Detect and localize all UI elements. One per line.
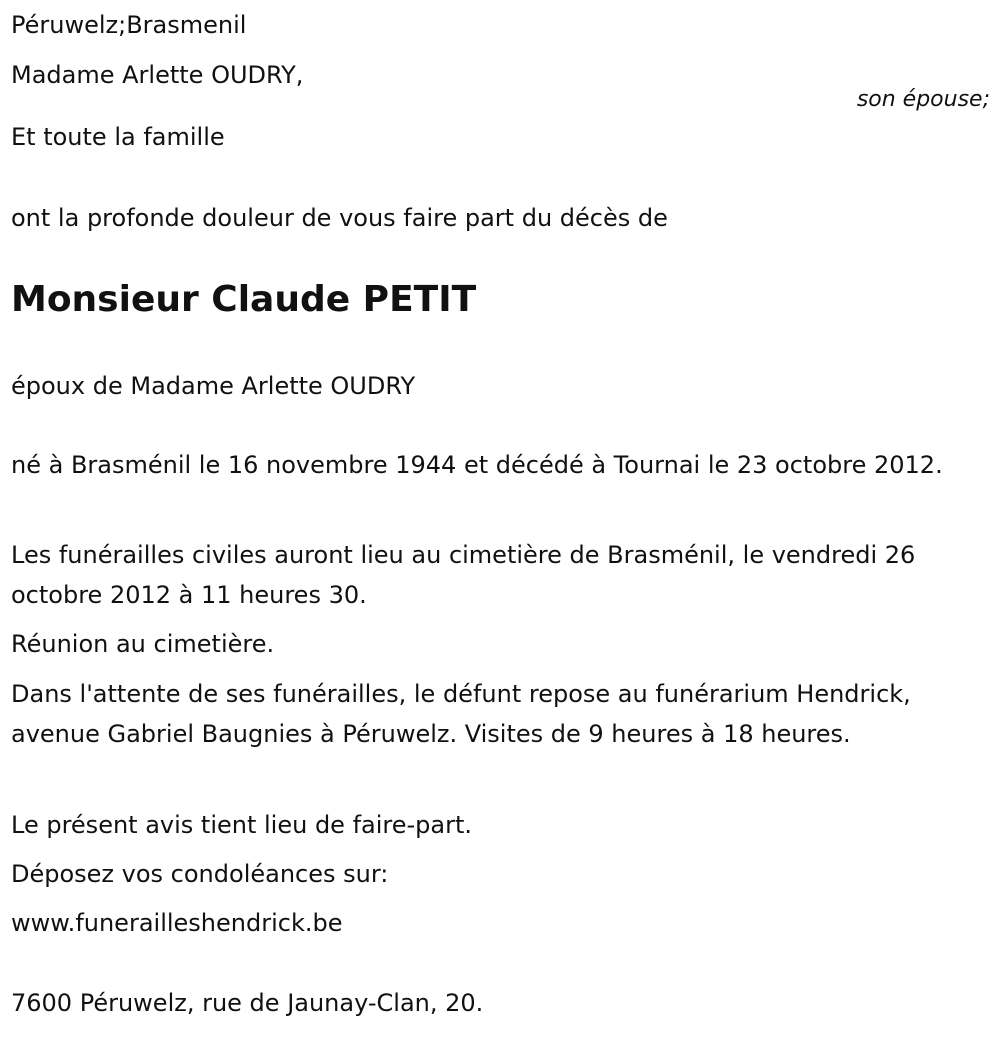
notice-line: Le présent avis tient lieu de faire-part. [11,811,473,839]
condolences-label: Déposez vos condoléances sur: [11,860,389,888]
address-line: 7600 Péruwelz, rue de Jaunay-Clan, 20. [11,989,484,1017]
spouse-name: Madame Arlette OUDRY, [11,61,304,89]
meeting-line: Réunion au cimetière. [11,630,275,658]
repose-paragraph: Dans l'attente de ses funérailles, le défunt repose au funérarium Hendrick, avenue Gabriel Baugnies à Péruwelz. Visites de 9 heures à 18 heures. [11,680,911,748]
family-line: Et toute la famille [11,123,225,151]
birth-death-paragraph: né à Brasménil le 16 novembre 1944 et décédé à Tournai le 23 octobre 2012. [11,451,943,479]
spouse-role: son épouse; [856,87,990,112]
announcement-text: ont la profonde douleur de vous faire part du décès de [11,204,668,232]
deceased-name: Monsieur Claude PETIT [11,279,477,320]
location-header: Péruwelz;Brasmenil [11,11,247,39]
condolences-website[interactable]: www.funerailleshendrick.be [11,909,343,937]
deceased-relation: époux de Madame Arlette OUDRY [11,372,416,400]
funeral-paragraph: Les funérailles civiles auront lieu au cimetière de Brasménil, le vendredi 26 octobre 2012 à 11 heures 30. [11,541,916,609]
